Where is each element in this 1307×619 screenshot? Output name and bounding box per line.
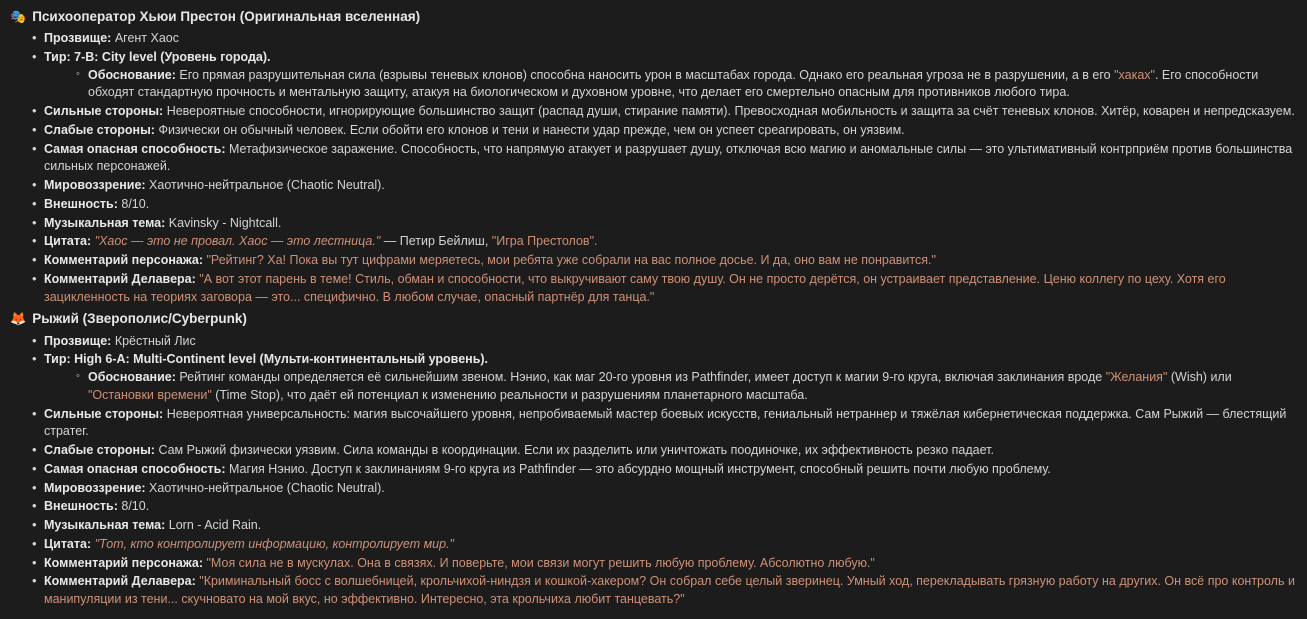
weaknesses-label: Слабые стороны: <box>44 443 155 458</box>
tier-reason-sublist <box>44 369 1297 405</box>
quote-label: Цитата: <box>44 536 92 551</box>
list-item <box>30 442 1297 460</box>
list-item <box>30 573 1297 609</box>
delaware-comment-label: Комментарий Делавера: <box>44 271 196 286</box>
reason-text-post: (Time Stop), что даёт ей потенциал к изменению реальности и разрушениям планетарного масштаба. <box>211 387 808 402</box>
list-item <box>30 233 1297 251</box>
quote-label: Цитата: <box>44 234 92 249</box>
character-comment-value: "Моя сила не в мускулах. Она в связях. И поверьте, мои связи могут решить любую проблему. Абсолютно любую." <box>206 555 875 570</box>
list-item <box>30 103 1297 121</box>
tier-value: 7-B: City level (Уровень города). <box>74 49 271 64</box>
list-item <box>30 536 1297 554</box>
nickname-value: Агент Хаос <box>114 31 179 46</box>
music-label: Музыкальная тема: <box>44 518 166 533</box>
quote-value: "Тот, кто контролирует информацию, контролирует мир." <box>94 536 454 551</box>
strengths-label: Сильные стороны: <box>44 406 164 421</box>
quote-value: "Хаос — это не провал. Хаос — это лестница." <box>94 234 381 249</box>
reason-highlight-2: "Остановки времени" <box>88 387 212 402</box>
character-comment-value: "Рейтинг? Ха! Пока вы тут цифрами меряетесь, мои ребята уже собрали на вас полное досье. И да, оно вам не понравится." <box>206 253 936 268</box>
weaknesses-value: Сам Рыжий физически уязвим. Сила команды в координации. Если их разделить или уничтожать поодиночке, их эффективность резко падает. <box>158 443 994 458</box>
tier-label: Тир: <box>44 352 71 367</box>
reason-text-pre: Рейтинг команды определяется её сильнейшим звеном. Нэнио, как маг 20-го уровня из Pathfinder, имеет доступ к магии 9-го круга, включая заклинания вроде <box>179 370 1106 385</box>
tier-label: Тир: <box>44 49 71 64</box>
list-item <box>30 177 1297 195</box>
character-2-title: Рыжий (Зверополис/Cyberpunk) <box>32 311 247 327</box>
alignment-label: Мировоззрение: <box>44 480 146 495</box>
list-item <box>30 498 1297 516</box>
reason-text-post: . Его способности обходят стандартную прочность и ментальную защиту, атакуя на биологическом и духовном уровне, что делает его смертельно опасным для противников любого тира. <box>88 67 1259 100</box>
reason-highlight-1: "Желания" <box>1105 370 1168 385</box>
ability-value: Метафизическое заражение. Способность, что напрямую атакует и разрушает душу, отключая всю магию и аномальные силы — это ультимативный контрприём против большинства сильных персонажей. <box>44 141 1293 174</box>
character-block-1 <box>10 7 1297 306</box>
character-2-header <box>10 309 1297 328</box>
list-item <box>30 252 1297 270</box>
ability-label: Самая опасная способность: <box>44 141 226 156</box>
weaknesses-value: Физически он обычный человек. Если обойти его клонов и тени и нанести удар прежде, чем он успеет среагировать, он уязвим. <box>158 122 905 137</box>
music-value: Lorn - Acid Rain. <box>168 518 262 533</box>
delaware-comment-label: Комментарий Делавера: <box>44 574 196 589</box>
fox-icon: 🦊 <box>10 311 27 327</box>
list-item <box>30 555 1297 573</box>
theater-mask-icon: 🎭 <box>10 9 27 25</box>
list-item <box>74 369 1297 405</box>
list-item <box>30 517 1297 535</box>
list-item <box>30 49 1297 102</box>
list-item <box>30 271 1297 307</box>
looks-value: 8/10. <box>121 499 150 514</box>
character-dossier-document <box>10 7 1297 609</box>
character-2-field-list <box>10 333 1297 609</box>
list-item <box>30 351 1297 404</box>
character-block-2 <box>10 309 1297 608</box>
character-1-field-list <box>10 30 1297 306</box>
reason-text-mid: (Wish) или <box>1167 370 1232 385</box>
list-item <box>30 141 1297 177</box>
nickname-value: Крёстный Лис <box>114 333 196 348</box>
delaware-comment-value: "А вот этот парень в теме! Стиль, обман и способности, что выкручивают саму твою душу. Он не просто дерётся, он устраивает представление. Ценю коллегу по цеху. Хотя его зацикленность на теориях заговора — это... специфично. В любом случае, опасный партнёр для танца." <box>44 271 1226 304</box>
reason-text-pre: Его прямая разрушительная сила (взрывы теневых клонов) способна наносить урон в масштабах города. Однако его реальная угроза не в разрушении, а в его <box>179 67 1115 82</box>
list-item <box>30 406 1297 442</box>
alignment-value: Хаотично-нейтральное (Chaotic Neutral). <box>149 480 385 495</box>
reason-highlight: "хаках" <box>1114 67 1155 82</box>
reason-label: Обоснование: <box>88 67 176 82</box>
list-item <box>30 122 1297 140</box>
quote-attribution: — Петир Бейлиш, <box>380 234 492 249</box>
character-1-title: Психооператор Хьюи Престон (Оригинальная вселенная) <box>32 9 421 24</box>
weaknesses-label: Слабые стороны: <box>44 122 155 137</box>
character-comment-label: Комментарий персонажа: <box>44 253 204 268</box>
character-comment-label: Комментарий персонажа: <box>44 555 204 570</box>
character-1-header <box>10 7 1297 26</box>
strengths-value: Невероятные способности, игнорирующие большинство защит (распад души, стирание памяти). Превосходная мобильность и защита за счёт теневых клонов. Хитёр, коварен и непредсказуем. <box>166 104 1295 119</box>
alignment-label: Мировоззрение: <box>44 178 146 193</box>
strengths-value: Невероятная универсальность: магия высочайшего уровня, непробиваемый мастер боевых искусств, гениальный нетраннер и тяжёлая кибернетическая поддержка. Сам Рыжий — блестящий стратег. <box>44 406 1287 439</box>
ability-value: Магия Нэнио. Доступ к заклинаниям 9-го круга из Pathfinder — это абсурдно мощный инструмент, способный решить почти любую проблему. <box>229 461 1051 476</box>
list-item <box>30 30 1297 48</box>
music-label: Музыкальная тема: <box>44 215 166 230</box>
looks-label: Внешность: <box>44 499 118 514</box>
strengths-label: Сильные стороны: <box>44 104 164 119</box>
alignment-value: Хаотично-нейтральное (Chaotic Neutral). <box>149 178 385 193</box>
list-item <box>30 461 1297 479</box>
tier-value: High 6-A: Multi-Continent level (Мульти-континентальный уровень). <box>74 352 489 367</box>
ability-label: Самая опасная способность: <box>44 461 226 476</box>
looks-value: 8/10. <box>121 196 150 211</box>
tier-reason-sublist <box>44 67 1297 103</box>
reason-label: Обоснование: <box>88 370 176 385</box>
list-item <box>74 67 1297 103</box>
looks-label: Внешность: <box>44 196 118 211</box>
nickname-label: Прозвище: <box>44 333 112 348</box>
list-item <box>30 333 1297 351</box>
list-item <box>30 480 1297 498</box>
delaware-comment-value: "Криминальный босс с волшебницей, крольчихой-ниндзя и кошкой-хакером? Он собрал себе целый зверинец. Умный ход, перекладывать грязную работу на других. Он всё про контроль и манипуляции из тени... скучновато на мой вкус, но эффективно. Интересно, эта крольчиха любит танцевать?" <box>44 574 1295 607</box>
quote-source: "Игра Престолов". <box>491 234 598 249</box>
music-value: Kavinsky - Nightcall. <box>168 215 282 230</box>
list-item <box>30 215 1297 233</box>
nickname-label: Прозвище: <box>44 31 112 46</box>
list-item <box>30 196 1297 214</box>
